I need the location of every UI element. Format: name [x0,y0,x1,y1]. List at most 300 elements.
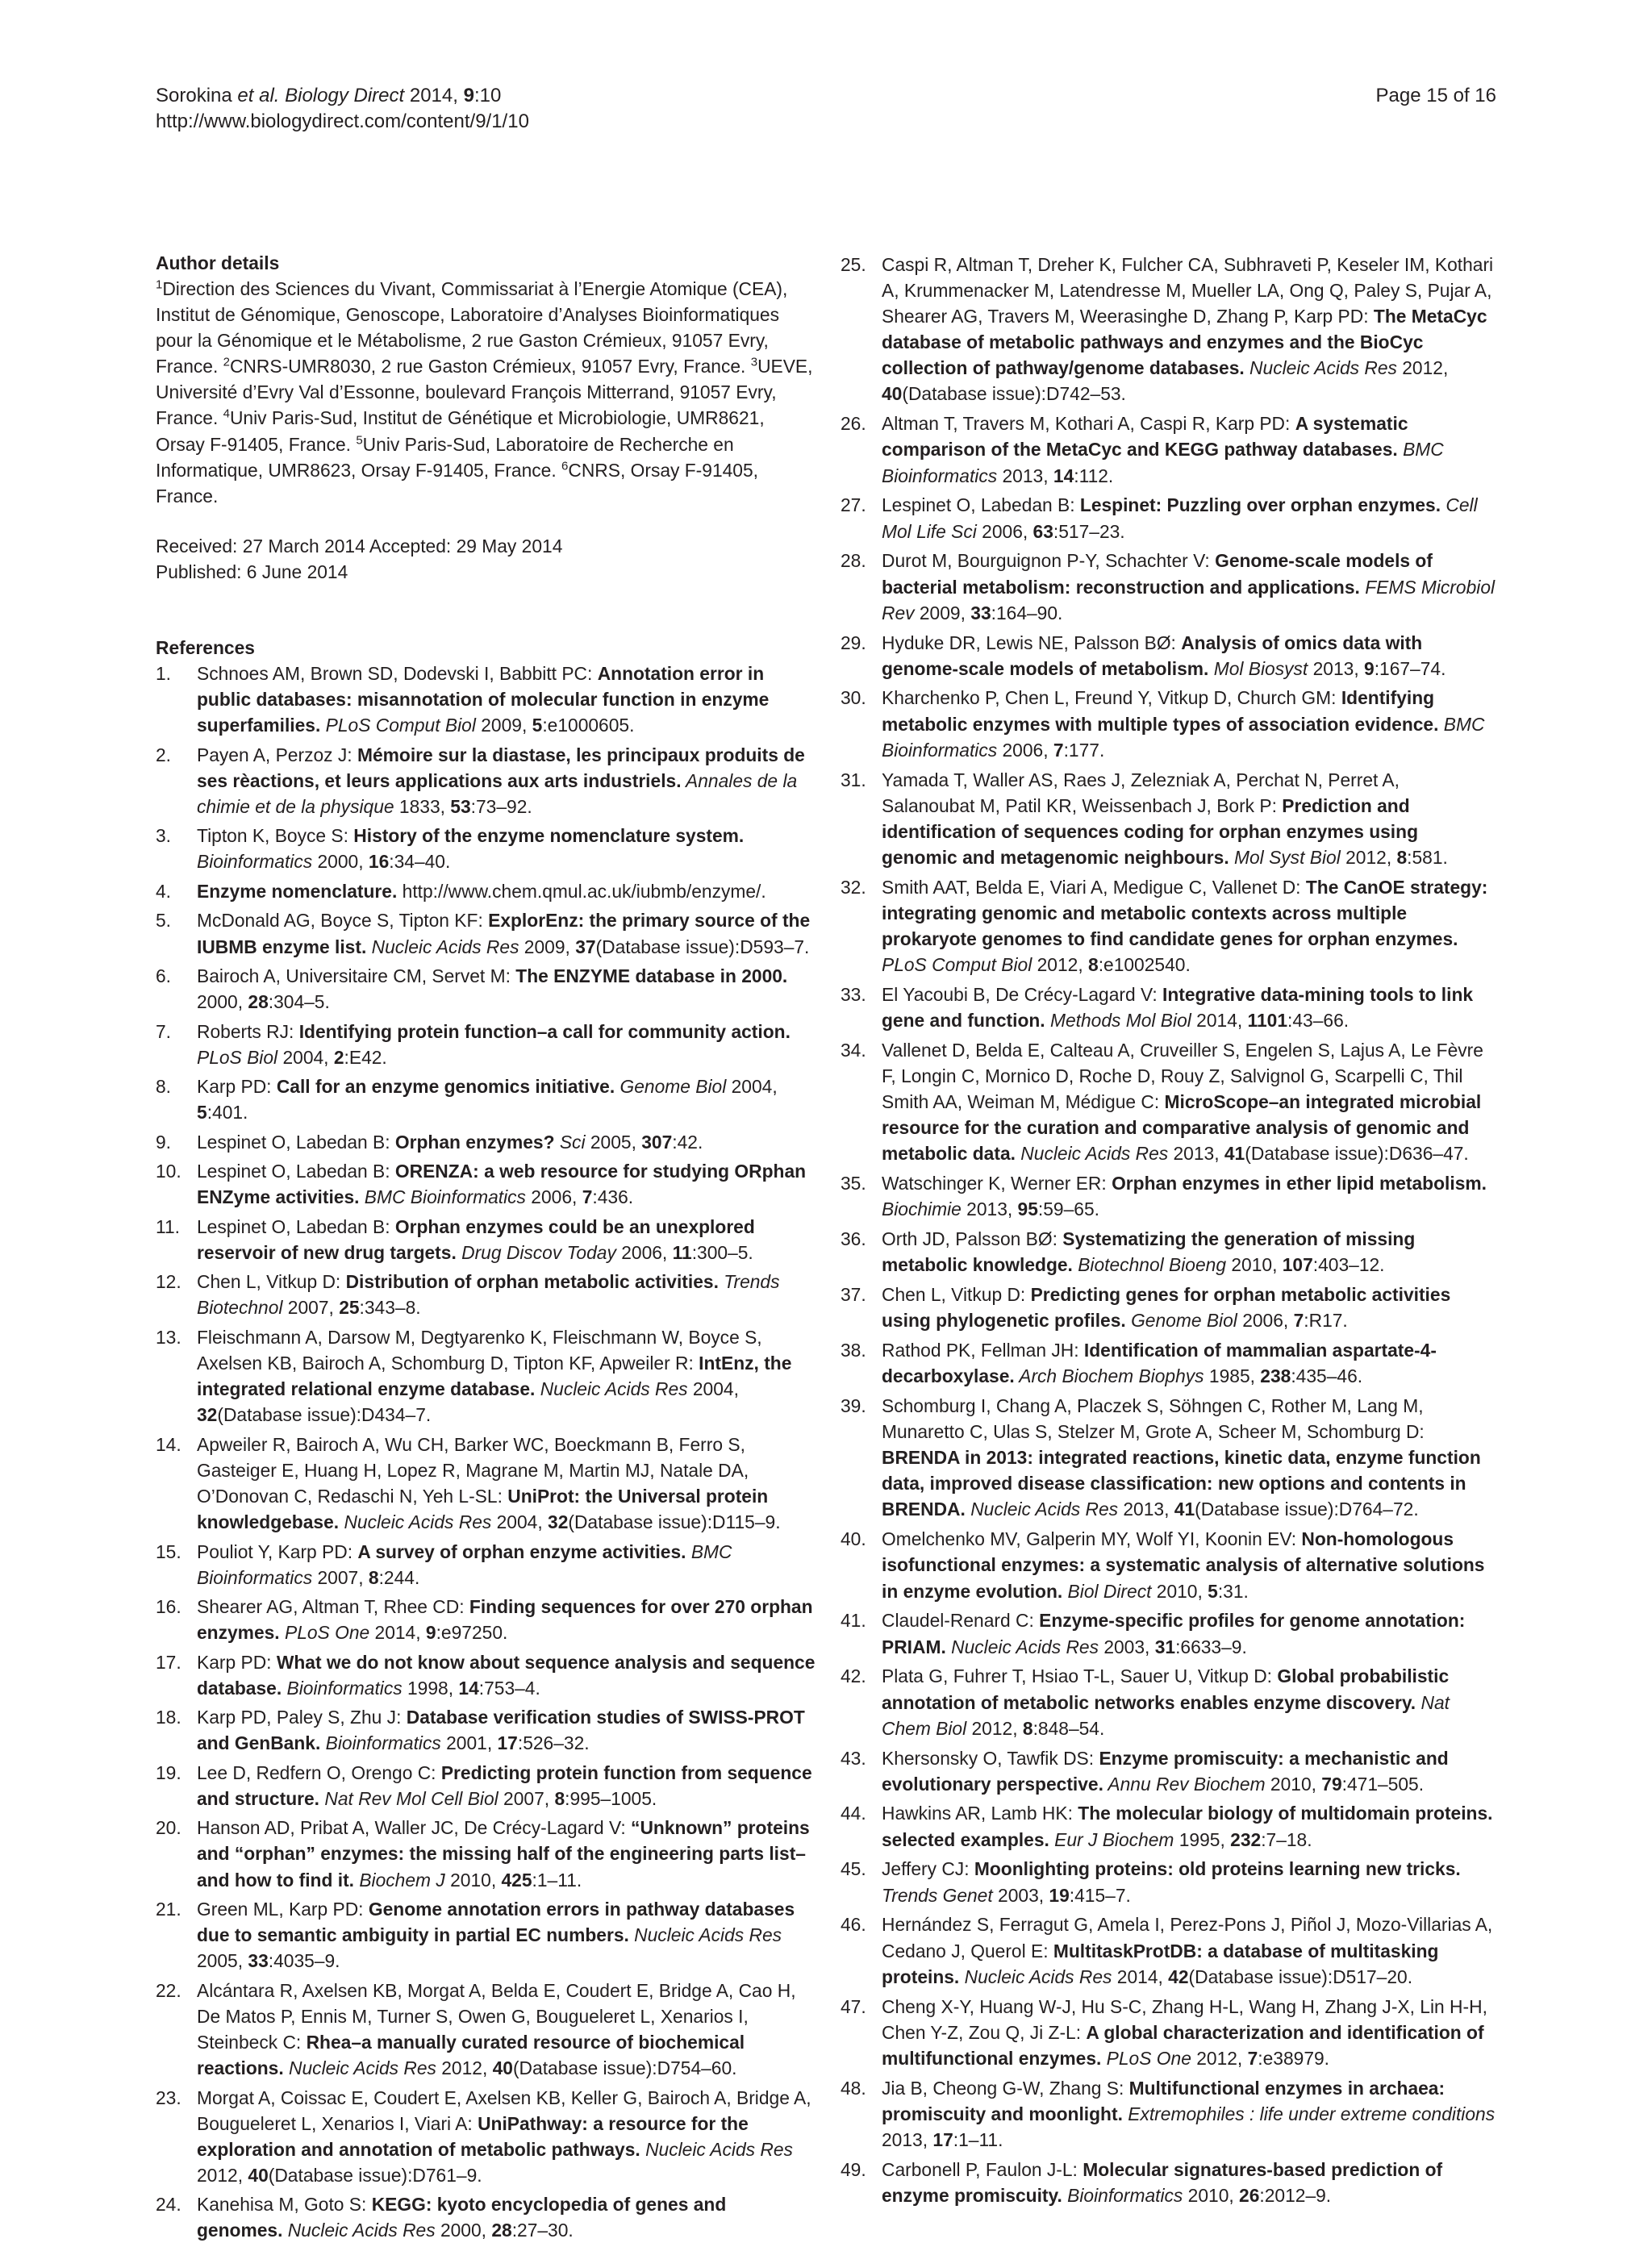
reference-number: 22. [156,1979,181,2001]
reference-number: 47. [841,1995,866,2017]
reference-number: 36. [841,1228,866,1250]
reference-volume: 33 [970,602,991,623]
reference-item [841,1282,1497,1333]
reference-volume: 307 [641,1131,673,1153]
reference-pages: :164–90. [991,602,1063,623]
affiliation-marker: 6 [561,459,569,473]
reference-journal: Mol Biosyst [1208,657,1308,679]
reference-year: 2012, [436,2057,493,2079]
reference-pages: :753–4. [478,1677,540,1699]
reference-title: Genome-scale models of bacterial metabolism: reconstruction and applications. [882,550,1433,598]
reference-volume: 238 [1260,1365,1291,1387]
reference-title: Enzyme promiscuity: a mechanistic and evolutionary perspective. [882,1747,1449,1795]
reference-number: 28. [841,550,866,572]
reference-number: 34. [841,1039,866,1061]
reference-pages: :e1000605. [542,715,635,736]
reference-volume: 32 [197,1404,218,1426]
reference-number: 20. [156,1817,181,1839]
reference-volume: 17 [497,1732,518,1754]
reference-title: Identification of mammalian aspartate-4-decarboxylase. [882,1340,1437,1387]
reference-item [841,411,1497,488]
reference-authors: Kanehisa M, Goto S: [197,2194,372,2216]
received-accepted-date: Received: 27 March 2014 Accepted: 29 May 2014 [156,535,563,557]
reference-item [841,1663,1497,1740]
reference-title: The molecular biology of multidomain proteins. selected examples. [882,1803,1493,1850]
reference-year: 2006, [525,1186,582,1208]
reference-journal: Nucleic Acids Res [283,2057,436,2079]
reference-list-left [156,661,816,2243]
reference-journal: PLoS One [1101,2047,1191,2069]
reference-journal: Annales de la chimie et de la physique [197,769,798,817]
reference-number: 1. [156,663,172,685]
reference-number: 30. [841,687,866,709]
reference-title: Global probabilistic annotation of metabolic networks enables enzyme discovery. [882,1665,1450,1713]
reference-title: ORENZA: a web resource for studying ORphan ENZyme activities. [197,1161,807,1208]
reference-authors: Karp PD: [197,1651,277,1673]
reference-title: Identifying protein function–a call for community action. [298,1020,791,1042]
reference-list-right [841,252,1497,2208]
reference-number: 16. [156,1596,181,1618]
reference-year: 2000, [435,2220,492,2241]
reference-pages: :27–30. [511,2220,574,2241]
reference-title: KEGG: kyoto encyclopedia of genes and genomes. [197,2194,727,2241]
reference-volume: 40 [248,2164,269,2186]
author-details-heading: Author details [156,252,280,273]
reference-item [156,2085,816,2188]
reference-item [156,878,816,904]
reference-year: 2005, [585,1131,642,1153]
reference-volume: 95 [1017,1199,1038,1220]
reference-journal: Annu Rev Biochem [1103,1773,1266,1795]
reference-title: Multifunctional enzymes in archaea: promiscuity and moonlight. [882,2077,1446,2124]
reference-title: Analysis of omics data with genome-scale models of metabolism. [882,632,1423,679]
reference-pages: (Database issue):D742–53. [902,383,1126,405]
reference-item [841,1607,1497,1659]
reference-journal: Bioinformatics [282,1677,403,1699]
reference-number: 23. [156,2086,181,2108]
reference-journal: Extremophiles : life under extreme conditions [1122,2103,1496,2124]
reference-journal: Arch Biochem Biophys [1014,1365,1204,1387]
reference-volume: 16 [368,851,390,873]
reference-pages: :848–54. [1032,1717,1105,1739]
reference-authors: El Yacoubi B, De Crécy-Lagard V: [882,983,1163,1005]
reference-volume: 1101 [1247,1010,1288,1031]
reference-volume: 14 [1053,465,1074,486]
reference-item [841,1170,1497,1222]
reference-item [841,1994,1497,2071]
affiliations [156,276,816,509]
citation-block [156,83,529,135]
reference-volume: 28 [248,991,269,1013]
reference-authors: Durot M, Bourguignon P-Y, Schachter V: [882,550,1216,572]
article-url[interactable]: http://www.biologydirect.com/content/9/1/10 [156,110,529,132]
reference-item [841,492,1497,544]
reference-volume: 7 [582,1186,593,1208]
reference-journal: Bioinformatics [1062,2184,1183,2206]
reference-authors: Schomburg I, Chang A, Placzek S, Söhngen C, Rother M, Lang M, Munaretto C, Ulas S, Stelzer M, Grote A, Scheer M, Schomburg D: [882,1395,1425,1443]
reference-year: 2013, [997,465,1053,486]
reference-authors: Lee D, Redfern O, Orengo C: [197,1761,441,1783]
reference-item [156,1594,816,1645]
reference-pages: :42. [672,1131,703,1153]
reference-year: 2007, [312,1566,369,1588]
reference-year: 2007, [498,1787,555,1809]
reference-title: Lespinet: Puzzling over orphan enzymes. [1079,494,1441,516]
reference-journal: Nat Rev Mol Cell Biol [319,1787,499,1809]
reference-item [156,1432,816,1535]
reference-journal: Cell Mol Life Sci [882,494,1478,542]
reference-title: Orphan enzymes in ether lipid metabolism. [1112,1173,1487,1194]
reference-number: 45. [841,1858,866,1880]
reference-year: 1995, [1174,1828,1231,1850]
reference-pages: :401. [206,1102,248,1124]
reference-year: 1998, [402,1677,459,1699]
reference-pages: :112. [1074,465,1114,486]
author-details-section [156,250,816,509]
reference-volume: 7 [1293,1310,1304,1332]
reference-authors: Roberts RJ: [197,1020,299,1042]
reference-item [841,2157,1497,2208]
reference-year: 2004, [687,1378,739,1400]
reference-journal: Trends Biotechnol [197,1271,780,1319]
reference-item [841,1856,1497,1907]
reference-title: The CanOE strategy: integrating genomic and metabolic contexts across multiple prokaryote genomes to find candidate genes for orphan enzymes. [882,876,1488,949]
reference-authors: Plata G, Fuhrer T, Hsiao T-L, Sauer U, Vitkup D: [882,1665,1278,1687]
reference-volume: 425 [501,1869,532,1891]
reference-title: UniPathway: a resource for the exploration and annotation of metabolic pathways. [197,2112,749,2160]
reference-title: Enzyme-specific profiles for genome annotation: PRIAM. [882,1610,1466,1657]
reference-pages: :73–92. [470,795,532,817]
reference-year: 2006, [1237,1310,1294,1332]
reference-year: 2013, [1308,657,1364,679]
reference-pages: :59–65. [1037,1199,1099,1220]
reference-number: 12. [156,1271,181,1293]
reference-authors: Pouliot Y, Karp PD: [197,1540,358,1562]
reference-item [156,1158,816,1210]
reference-item [841,1037,1497,1166]
affiliation-text: UEVE, Université d’Evry Val d’Essonne, boulevard François Mitterrand, 91057 Evry, France. [156,356,813,429]
reference-year: 2010, [1265,1773,1322,1795]
reference-number: 14. [156,1433,181,1455]
reference-year: 2006, [976,520,1033,542]
reference-journal: Biotechnol Bioeng [1072,1254,1227,1276]
reference-item [841,874,1497,978]
reference-number: 35. [841,1173,866,1194]
reference-item [156,1815,816,1892]
reference-year: 2010, [444,1869,502,1891]
reference-volume: 25 [339,1297,360,1319]
reference-number: 44. [841,1803,866,1824]
reference-pages: :4035–9. [268,1950,340,1972]
reference-pages: :581. [1407,846,1448,868]
reference-number: 15. [156,1540,181,1562]
reference-item [156,1896,816,1974]
reference-title: Genome annotation errors in pathway databases due to semantic ambiguity in partial EC numbers. [197,1899,795,1946]
reference-authors: Jia B, Cheong G-W, Zhang S: [882,2077,1129,2099]
reference-item [841,1911,1497,1989]
reference-journal: Bioinformatics [197,851,313,873]
reference-title: Finding sequences for over 270 orphan enzymes. [197,1596,813,1644]
reference-pages: (Database issue):D761–9. [268,2164,482,2186]
reference-authors: Hyduke DR, Lewis NE, Palsson BØ: [882,632,1182,653]
reference-authors: Morgat A, Coissac E, Coudert E, Axelsen KB, Keller G, Bairoch A, Bridge A, Bougueleret L, Xenarios I, Viari A: [197,2086,811,2134]
reference-number: 33. [841,983,866,1005]
reference-pages: :1–11. [532,1869,582,1891]
reference-title: Database verification studies of SWISS-PROT and GenBank. [197,1707,805,1754]
reference-pages: :435–46. [1291,1365,1363,1387]
affiliation-text: Univ Paris-Sud, Institut de Génétique et Microbiologie, UMR8621, Orsay F-91405, France. [156,407,765,455]
publication-dates [156,533,816,585]
reference-pages: :34–40. [389,851,451,873]
reference-authors: Bairoch A, Universitaire CM, Servet M: [197,965,516,987]
reference-journal: BMC Bioinformatics [359,1186,526,1208]
reference-journal: BMC Bioinformatics [882,713,1485,761]
reference-number: 24. [156,2194,181,2216]
reference-item [156,1269,816,1320]
reference-volume: 40 [882,383,903,405]
reference-number: 37. [841,1284,866,1306]
reference-item [156,742,816,819]
reference-pages: (Database issue):D764–72. [1195,1499,1419,1520]
reference-authors: Orth JD, Palsson BØ: [882,1228,1063,1250]
reference-authors: Claudel-Renard C: [882,1610,1040,1632]
published-date: Published: 6 June 2014 [156,561,348,582]
reference-number: 39. [841,1395,866,1417]
reference-year: http://www.chem.qmul.ac.uk/iubmb/enzyme/. [397,880,766,902]
reference-pages: :995–1005. [565,1787,657,1809]
reference-number: 40. [841,1528,866,1550]
reference-pages: :e1002540. [1098,954,1191,976]
reference-volume: 17 [932,2128,953,2150]
reference-journal: Biochem J [354,1869,445,1891]
reference-item [156,2191,816,2243]
reference-number: 25. [841,254,866,275]
reference-title: BRENDA in 2013: integrated reactions, kinetic data, enzyme function data, improved disease classification: new options and contents in BRENDA. [882,1447,1481,1520]
reference-authors: Lespinet O, Labedan B: [197,1161,395,1182]
reference-volume: 107 [1282,1254,1313,1276]
reference-year: 2010, [1226,1254,1283,1276]
reference-title: Predicting protein function from sequence and structure. [197,1761,812,1809]
reference-journal: Nucleic Acids Res [1244,357,1397,379]
reference-volume: 19 [1049,1884,1070,1906]
reference-volume: 41 [1174,1499,1195,1520]
reference-journal: PLoS Comput Biol [320,715,476,736]
reference-pages: :517–23. [1053,520,1125,542]
reference-authors: Fleischmann A, Darsow M, Degtyarenko K, Fleischmann W, Boyce S, Axelsen KB, Bairoch A, Schomburg D, Tipton KF, Apweiler R: [197,1326,762,1374]
reference-item [156,1649,816,1701]
reference-authors: Hernández S, Ferragut G, Amela I, Perez-Pons J, Piñol J, Mozo-Villarias A, Cedano J, Querol E: [882,1914,1493,1961]
reference-volume: 5 [532,715,543,736]
reference-pages: :471–505. [1341,1773,1425,1795]
reference-title: Orphan enzymes could be an unexplored reservoir of new drug targets. [197,1215,755,1263]
reference-pages: :E42. [344,1046,387,1068]
reference-journal: Genome Biol [1125,1310,1237,1332]
reference-item [841,767,1497,870]
reference-pages: :43–66. [1287,1010,1350,1031]
reference-pages: (Database issue):D754–60. [512,2057,737,2079]
reference-number: 31. [841,769,866,790]
reference-journal: Biochimie [882,1199,962,1220]
reference-number: 6. [156,965,172,987]
reference-item [841,1226,1497,1278]
reference-number: 19. [156,1761,181,1783]
reference-journal: PLoS One [279,1622,370,1644]
reference-authors: Lespinet O, Labedan B: [197,1215,395,1237]
reference-item [156,1073,816,1125]
reference-item [156,907,816,959]
reference-volume: 63 [1032,520,1053,542]
reference-title: Mémoire sur la diastase, les principaux produits de ses rèactions, et leurs applications aux arts industriels. [197,744,805,791]
reference-pages: (Database issue):D115–9. [568,1511,781,1533]
reference-pages: :167–74. [1374,657,1446,679]
left-column [156,250,816,2247]
reference-title: Enzyme nomenclature. [197,880,398,902]
reference-authors: Kharchenko P, Chen L, Freund Y, Vitkup D, Church GM: [882,687,1341,709]
reference-year: 2003, [1098,1636,1155,1657]
reference-authors: Karp PD, Paley S, Zhu J: [197,1707,407,1728]
reference-pages: (Database issue):D593–7. [595,936,810,957]
reference-number: 41. [841,1610,866,1632]
reference-journal: Nucleic Acids Res [366,936,519,957]
reference-year: 2012, [1032,954,1088,976]
reference-number: 21. [156,1899,181,1920]
reference-year: 2004, [726,1076,778,1098]
reference-number: 38. [841,1340,866,1361]
reference-pages: :436. [592,1186,634,1208]
reference-journal: Nucleic Acids Res [965,1499,1119,1520]
reference-title: IntEnz, the integrated relational enzyme database. [197,1353,792,1400]
reference-number: 27. [841,494,866,516]
reference-volume: 5 [1208,1580,1218,1602]
reference-year: 2009, [475,715,532,736]
reference-year: 2010, [1151,1580,1208,1602]
reference-volume: 53 [450,795,471,817]
reference-volume: 2 [333,1046,344,1068]
reference-volume: 31 [1154,1636,1176,1657]
reference-volume: 9 [1364,657,1375,679]
reference-authors: Shearer AG, Altman T, Rhee CD: [197,1596,469,1618]
affiliation-text: CNRS, Orsay F-91405, France. [156,459,758,507]
reference-year: 2013, [1168,1143,1224,1165]
reference-year: 2006, [615,1241,673,1263]
reference-number: 42. [841,1665,866,1687]
reference-journal: Bioinformatics [320,1732,441,1754]
reference-pages: :244. [378,1566,420,1588]
reference-year: 2004, [277,1046,334,1068]
reference-pages: :300–5. [691,1241,753,1263]
reference-title: Orphan enzymes? [394,1131,555,1153]
reference-year: 2009, [914,602,971,623]
reference-number: 46. [841,1914,866,1936]
reference-title: A survey of orphan enzyme activities. [357,1540,686,1562]
reference-journal: Nucleic Acids Res [959,1966,1112,1987]
reference-number: 3. [156,825,172,847]
reference-year: 2005, [197,1950,248,1972]
reference-journal: PLoS Biol [197,1046,278,1068]
reference-journal: BMC Bioinformatics [197,1540,732,1588]
reference-authors: McDonald AG, Boyce S, Tipton KF: [197,910,489,932]
reference-title: The ENZYME database in 2000. [515,965,788,987]
reference-pages: (Database issue):D517–20. [1188,1966,1413,1987]
reference-journal: Nucleic Acids Res [339,1511,492,1533]
reference-pages: (Database issue):D636–47. [1245,1143,1469,1165]
reference-pages: :343–8. [359,1297,421,1319]
reference-title: History of the enzyme nomenclature system. [353,825,745,847]
reference-title: ExplorEnz: the primary source of the IUBMB enzyme list. [197,910,811,957]
reference-authors: Jeffery CJ: [882,1858,974,1880]
reference-journal: PLoS Comput Biol [882,954,1032,976]
reference-pages: :31. [1217,1580,1249,1602]
reference-authors: Chen L, Vitkup D: [197,1271,346,1293]
reference-item [156,823,816,874]
reference-pages: :7–18. [1261,1828,1312,1850]
reference-authors: Payen A, Perzoz J: [197,744,357,765]
reference-item [841,630,1497,682]
reference-number: 4. [156,880,172,902]
reference-number: 10. [156,1161,181,1182]
reference-year: 2012, [1396,357,1449,379]
reference-authors: Cheng X-Y, Huang W-J, Hu S-C, Zhang H-L, Wang H, Zhang J-X, Lin H-H, Chen Y-Z, Zou Q, Ji Z-L: [882,1995,1487,2043]
reference-volume: 232 [1230,1828,1262,1850]
reference-year: 2013, [882,2128,933,2150]
reference-pages: :2012–9. [1259,2184,1332,2206]
reference-pages: :R17. [1304,1310,1348,1332]
reference-volume: 28 [491,2220,512,2241]
reference-volume: 32 [548,1511,569,1533]
reference-item [841,1526,1497,1603]
reference-year: 2003, [992,1884,1049,1906]
reference-year: 2013, [961,1199,1018,1220]
reference-journal: Nucleic Acids Res [282,2220,436,2241]
reference-item [156,1214,816,1265]
reference-item [156,661,816,738]
reference-authors: Lespinet O, Labedan B: [197,1131,395,1153]
reference-journal: Trends Genet [882,1884,993,1906]
reference-authors: Rathod PK, Fellman JH: [882,1340,1084,1361]
affiliation-marker: 5 [356,432,363,447]
reference-title: What we do not know about sequence analysis and sequence database. [197,1651,816,1699]
reference-authors: Green ML, Karp PD: [197,1899,369,1920]
reference-year: 2007, [282,1297,340,1319]
reference-title: MultitaskProtDB: a database of multitasking proteins. [882,1940,1439,1987]
reference-item [156,1019,816,1070]
reference-number: 13. [156,1326,181,1348]
reference-volume: 8 [554,1787,565,1809]
reference-journal: Nucleic Acids Res [628,1924,782,1946]
reference-pages: :403–12. [1312,1254,1385,1276]
affiliation-marker: 3 [750,355,758,369]
reference-title: Rhea–a manually curated resource of biochemical reactions. [197,2031,745,2079]
reference-number: 9. [156,1131,172,1153]
reference-year: 2006, [997,739,1053,761]
reference-authors: Caspi R, Altman T, Dreher K, Fulcher CA, Subhraveti P, Keseler IM, Kothari A, Krummenacker M, Latendresse M, Mueller LA, Ong Q, Paley S, Pujar A, Shearer AG, Travers M, Weerasinghe D, Zhang P, Karp PD: [882,254,1494,327]
reference-pages: :e97250. [436,1622,508,1644]
reference-title: Annotation error in public databases: misannotation of molecular function in enzyme superfamilies. [197,663,770,736]
reference-year: 2010, [1183,2184,1240,2206]
reference-number: 17. [156,1651,181,1673]
reference-item [156,1324,816,1428]
reference-volume: 8 [1088,954,1099,976]
reference-authors: Khersonsky O, Tawfik DS: [882,1747,1099,1769]
reference-pages: :6633–9. [1175,1636,1247,1657]
reference-volume: 37 [575,936,596,957]
reference-journal: Eur J Biochem [1049,1828,1174,1850]
reference-journal: Nucleic Acids Res [1015,1143,1169,1165]
reference-volume: 5 [197,1102,207,1124]
reference-journal: Biol Direct [1062,1580,1152,1602]
reference-authors: Smith AAT, Belda E, Viari A, Medigue C, Vallenet D: [882,876,1306,898]
reference-pages: (Database issue):D434–7. [217,1404,432,1426]
